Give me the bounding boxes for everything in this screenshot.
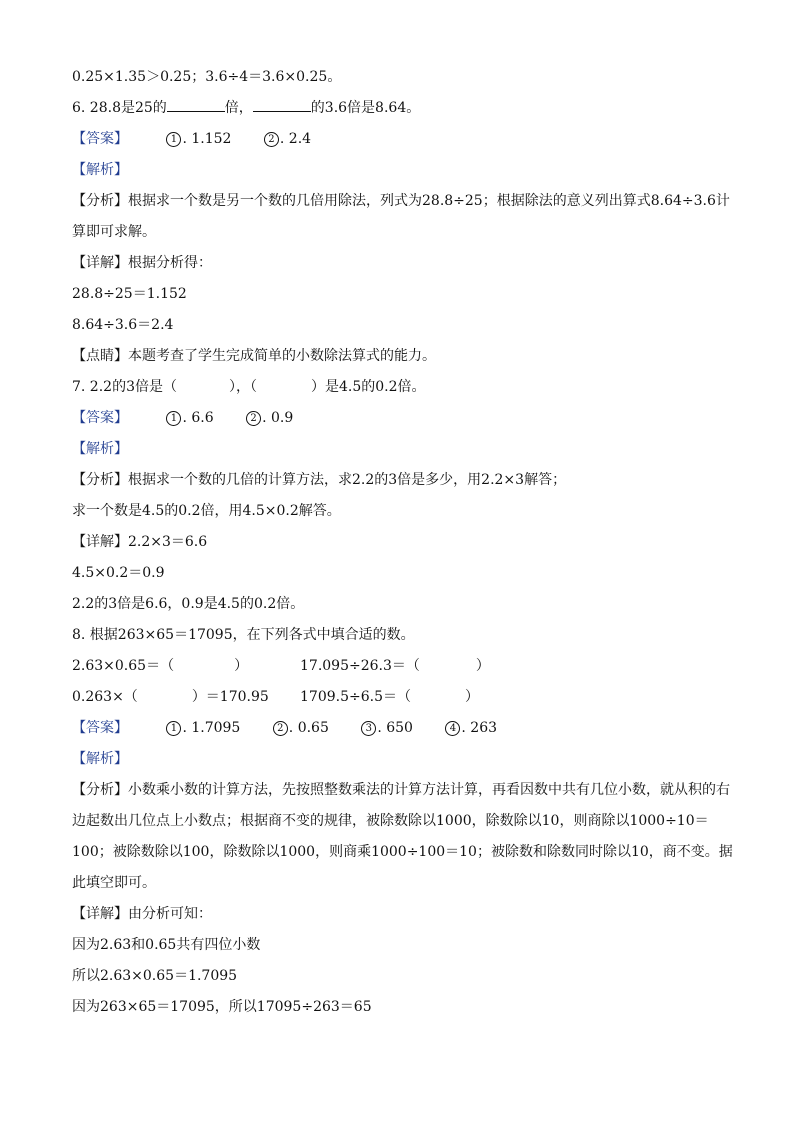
answer-item	[273, 713, 329, 744]
q8-expr-1	[72, 658, 248, 674]
detail-tag: 【详解】	[72, 255, 128, 271]
answer-tag: 【答案】	[72, 720, 128, 736]
q6-detail	[72, 248, 742, 279]
answer-value: . 263	[461, 720, 498, 736]
analysis-tag: 【分析】	[72, 193, 128, 209]
answer-item	[264, 124, 311, 155]
q6-text-start: 6. 28.8是25的	[72, 100, 167, 116]
q6-jiexi-tag: 【解析】	[72, 162, 128, 178]
q6-equation-2: 8.64÷3.6＝2.4	[72, 317, 174, 333]
q8-expr-3-text: 0.263×（	[72, 689, 138, 705]
detail-text: 2.2×3＝6.6	[128, 534, 208, 550]
answer-tag: 【答案】	[72, 131, 128, 147]
prev-answer-line: 0.25×1.35＞0.25；3.6÷4＝3.6×0.25。	[72, 69, 342, 85]
answer-item	[166, 403, 213, 434]
q8-detail	[72, 899, 742, 930]
q7-equation-3: 2.2的3倍是6.6，0.9是4.5的0.2倍。	[72, 596, 305, 612]
q8-expr-4	[300, 682, 479, 713]
q6-blank-2	[253, 96, 311, 112]
answer-item	[166, 713, 240, 744]
q7-part-3: ）是4.5的0.2倍。	[310, 379, 426, 395]
circled-number: 2	[264, 132, 279, 147]
circled-number: 1	[166, 132, 181, 147]
q8-row-2	[72, 682, 742, 713]
answer-item	[361, 713, 413, 744]
detail-text: 根据分析得：	[128, 255, 212, 271]
question-8-intro: 8. 根据263×65＝17095，在下列各式中填合适的数。	[72, 627, 415, 643]
q8-expr-1-text: 2.63×0.65＝（	[72, 658, 175, 674]
q8-answer	[72, 713, 742, 744]
q8-expr-3	[72, 689, 269, 705]
q7-analysis	[72, 465, 742, 496]
q7-equation-2: 4.5×0.2＝0.9	[72, 565, 165, 581]
q6-comment	[72, 341, 742, 372]
document-page	[72, 62, 742, 1023]
q8-expr-4-close: ）	[464, 689, 479, 705]
answer-value: . 6.6	[182, 410, 214, 426]
answer-tag: 【答案】	[72, 410, 128, 426]
answer-value: . 0.9	[262, 410, 294, 426]
q8-equation-2: 所以2.63×0.65＝1.7095	[72, 968, 238, 984]
q6-equation-1: 28.8÷25＝1.152	[72, 286, 187, 302]
q8-row-1	[72, 651, 742, 682]
detail-text: 由分析可知：	[128, 906, 212, 922]
q6-answer	[72, 124, 742, 155]
q7-analysis-2: 求一个数是4.5的0.2倍，用4.5×0.2解答。	[72, 503, 341, 519]
q6-blank-1	[167, 96, 225, 112]
q8-equation-1: 因为2.63和0.65共有四位小数	[72, 937, 261, 953]
analysis-tag: 【分析】	[72, 782, 128, 798]
q8-expr-4-text: 1709.5÷6.5＝（	[300, 689, 411, 705]
q7-part-2: ），（	[228, 379, 257, 395]
circled-number: 2	[273, 721, 288, 736]
answer-item	[166, 124, 231, 155]
q7-answer	[72, 403, 742, 434]
analysis-tag: 【分析】	[72, 472, 128, 488]
q8-expr-2-close: ）	[475, 658, 490, 674]
circled-number: 1	[166, 721, 181, 736]
comment-text: 本题考查了学生完成简单的小数除法算式的能力。	[128, 348, 436, 364]
comment-tag: 【点睛】	[72, 348, 128, 364]
analysis-text: 根据求一个数是另一个数的几倍用除法，列式为28.8÷25；根据除法的意义列出算式8.64÷3.6计算即可求解。	[72, 193, 730, 240]
q8-equation-3: 因为263×65＝17095，所以17095÷263＝65	[72, 999, 372, 1015]
answer-value: . 1.7095	[182, 720, 241, 736]
circled-number: 3	[361, 721, 376, 736]
answer-value: . 2.4	[279, 131, 312, 147]
question-7	[72, 372, 742, 403]
answer-value: . 650	[377, 720, 413, 736]
answer-item	[445, 713, 497, 744]
q8-jiexi-tag: 【解析】	[72, 751, 128, 767]
q6-text-mid: 倍，	[224, 100, 253, 116]
analysis-text: 根据求一个数的几倍的计算方法，求2.2的3倍是多少，用2.2×3解答；	[128, 472, 567, 488]
q6-analysis	[72, 186, 742, 248]
q8-expr-2-text: 17.095÷26.3＝（	[300, 658, 420, 674]
answer-value: . 0.65	[288, 720, 329, 736]
q8-expr-2	[300, 651, 490, 682]
q7-part-1: 7. 2.2的3倍是（	[72, 379, 177, 395]
q6-text-end: 的3.6倍是8.64。	[310, 100, 421, 116]
q8-analysis	[72, 775, 742, 899]
answer-value: . 1.152	[182, 131, 232, 147]
question-6	[72, 93, 742, 124]
circled-number: 4	[445, 721, 460, 736]
q8-expr-1-close: ）	[234, 658, 249, 674]
detail-tag: 【详解】	[72, 534, 128, 550]
answer-item	[246, 403, 293, 434]
circled-number: 2	[246, 411, 261, 426]
circled-number: 1	[166, 411, 181, 426]
q7-jiexi-tag: 【解析】	[72, 441, 128, 457]
q8-expr-3-close: ）＝170.95	[191, 689, 269, 705]
detail-tag: 【详解】	[72, 906, 128, 922]
analysis-text: 小数乘小数的计算方法，先按照整数乘法的计算方法计算，再看因数中共有几位小数，就从积的右边起数出几位点上小数点；根据商不变的规律，被除数除以1000，除数除以10，则商除以1000÷10＝100；被除数除以100，除数除以1000，则商乘1000÷100＝10；被除数和除数同时除以10，商不变。据此填空即可。	[72, 782, 733, 891]
q7-detail	[72, 527, 742, 558]
